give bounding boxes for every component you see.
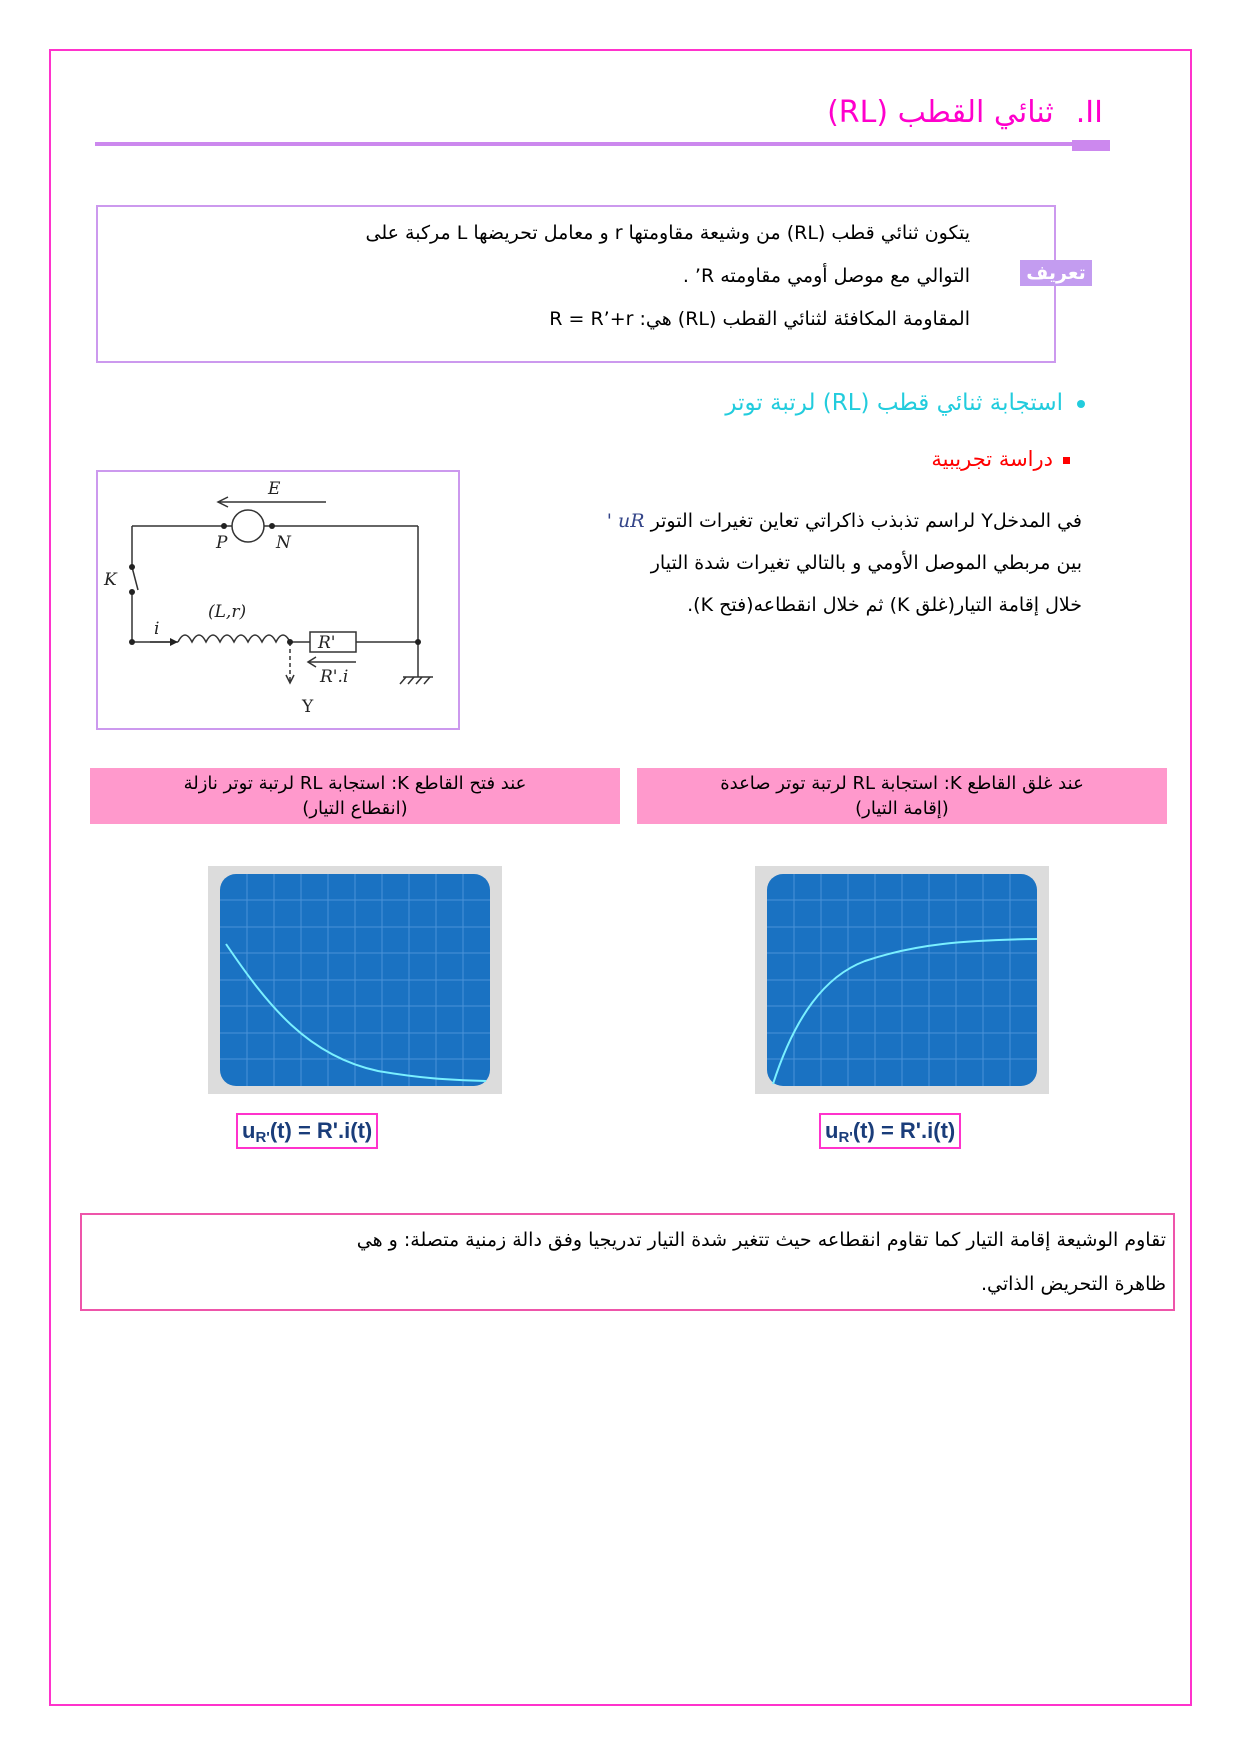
conclusion-text — [96, 1218, 1166, 1306]
formula-sub: R' — [838, 1129, 853, 1146]
definition-text — [160, 212, 970, 341]
label-i: i — [154, 619, 160, 639]
formula-rest: (t) = R'.i(t) — [852, 1118, 956, 1143]
section-title-text: استجابة ثنائي قطب (RL) لرتبة توتر — [725, 390, 1063, 416]
oscilloscope-decay-svg — [208, 866, 502, 1094]
voltage-symbol: uR ' — [606, 510, 645, 532]
formula-left — [236, 1113, 378, 1149]
caption-line: عند فتح القاطع K: استجابة RL لرتبة توتر نازلة — [183, 773, 527, 794]
caption-line: عند غلق القاطع K: استجابة RL لرتبة توتر صاعدة — [720, 773, 1084, 794]
formula-u: u — [242, 1118, 256, 1143]
oscilloscope-rise-svg — [755, 866, 1049, 1094]
definition-line: يتكون ثنائي قطب (RL) من وشيعة مقاومتها r و معامل تحريضها L مركبة على — [365, 222, 970, 244]
description-line: بين مربطي الموصل الأومي و بالتالي تغيرات شدة التيار — [650, 552, 1082, 574]
conclusion-line: ظاهرة التحريض الذاتي. — [980, 1273, 1166, 1295]
heading-underline-end — [1072, 140, 1110, 151]
heading-underline — [95, 142, 1100, 146]
experiment-description — [470, 500, 1082, 626]
caption-line: (إقامة التيار) — [855, 798, 949, 819]
label-N: N — [276, 533, 291, 553]
formula-right — [819, 1113, 961, 1149]
circuit-diagram — [96, 470, 460, 730]
subsection-title-text: دراسة تجريبية — [931, 447, 1053, 471]
circuit-svg — [98, 472, 458, 728]
subsection-title — [931, 447, 1070, 471]
caption-line: (انقطاع التيار) — [302, 798, 408, 819]
oscilloscope-decay — [208, 866, 502, 1094]
description-line: في المدخلY لراسم تذبذب ذاكراتي تعاين تغيرات التوتر — [650, 510, 1082, 532]
label-P: P — [216, 533, 228, 553]
label-voltage: R'.i — [320, 667, 349, 687]
formula-rest: (t) = R'.i(t) — [269, 1118, 373, 1143]
heading-title: ثنائي القطب (RL) — [827, 95, 1054, 130]
section-title — [725, 390, 1085, 416]
caption-open-switch — [90, 768, 620, 824]
heading-number: II. — [1075, 95, 1103, 130]
description-line: خلال إقامة التيار(غلق K) ثم خلال انقطاعه(فتح K). — [687, 594, 1082, 616]
label-E: E — [268, 479, 281, 499]
label-K: K — [104, 570, 117, 590]
label-coil: (L,r) — [208, 602, 247, 622]
label-Y: Y — [302, 697, 314, 717]
formula-sub: R' — [255, 1129, 270, 1146]
label-resistor: R' — [318, 633, 336, 653]
bullet-dot-icon — [1077, 400, 1085, 408]
conclusion-line: تقاوم الوشيعة إقامة التيار كما تقاوم انقطاعه حيث تتغير شدة التيار تدريجيا وفق دالة زمنية متصلة: و هي — [356, 1229, 1166, 1251]
definition-tag: تعريف — [1020, 260, 1092, 286]
definition-line: التوالي مع موصل أومي مقاومته R’ . — [682, 265, 970, 287]
caption-close-switch — [637, 768, 1167, 824]
bullet-square-icon — [1063, 457, 1070, 464]
section-heading — [827, 95, 1103, 130]
oscilloscope-rise — [755, 866, 1049, 1094]
formula-u: u — [825, 1118, 839, 1143]
definition-line: المقاومة المكافئة لثنائي القطب (RL) هي: R = R’+r — [549, 308, 970, 330]
